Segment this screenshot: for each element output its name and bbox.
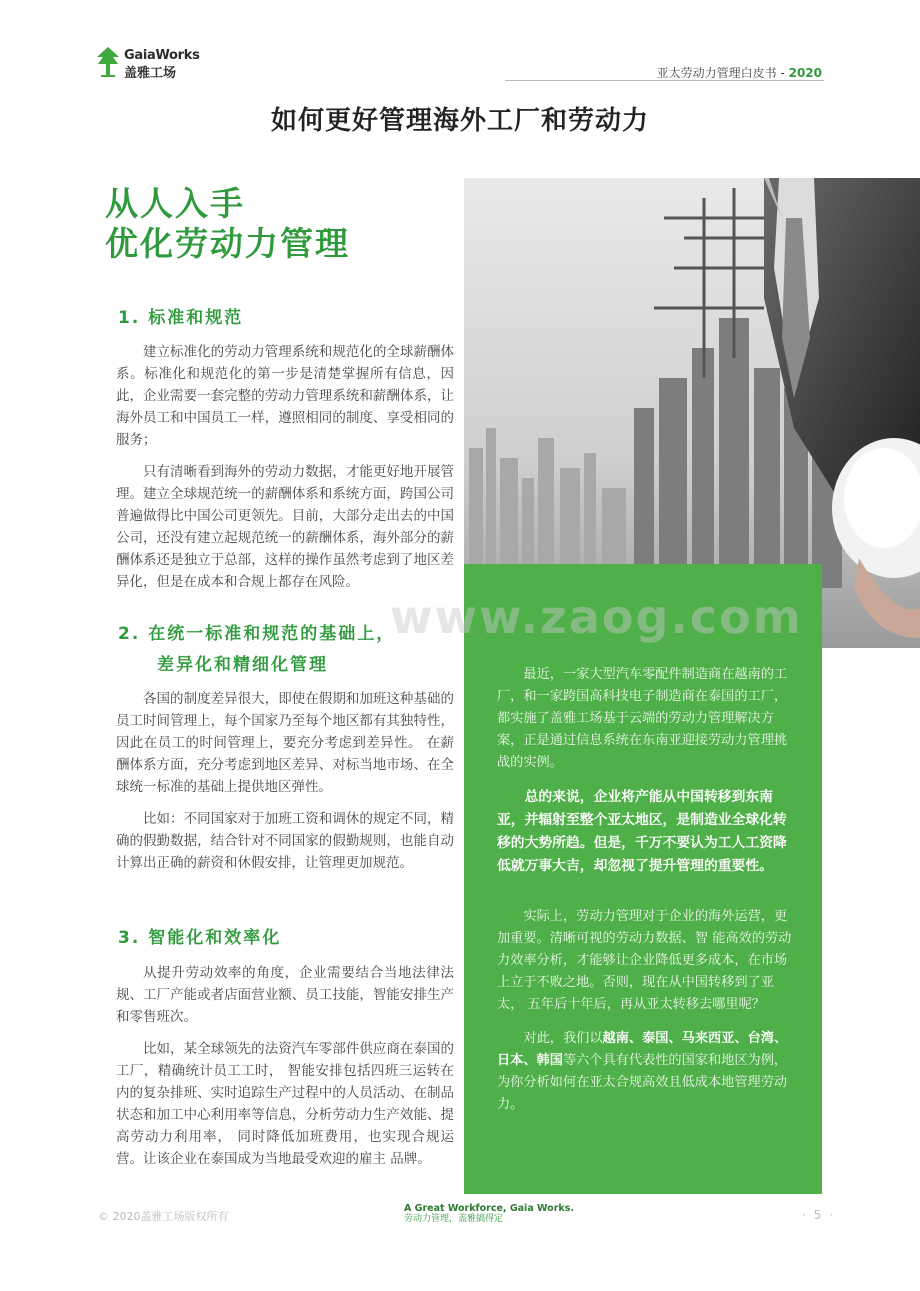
document-title: [657, 64, 822, 81]
section-1-heading: 1. 标准和规范: [118, 308, 244, 328]
body-paragraph: 从提升劳动效率的角度，企业需要结合当地法律法规、工厂产能或者店面营业额、员工技能，智能安排生产和零售班次。: [116, 965, 454, 1025]
logo-english: GaiaWorks: [124, 48, 200, 63]
watermark: www.zaog.com: [390, 590, 803, 644]
logo-chinese: 盖雅工场: [124, 66, 177, 81]
document-title-text: 亚太劳动力管理白皮书 -: [656, 66, 789, 80]
slogan-chinese: 劳动力管理，盖雅搞得定: [404, 1214, 504, 1224]
gaiaworks-logo: [96, 46, 216, 80]
panel-highlight-paragraph: 总的来说，企业将产能从中国转移到东南亚，并辐射至整个亚太地区，是制造业全球化转移的大势所趋。但是，千万不要认为工人工资降低就万事大吉，却忽视了提升管理的重要性。: [497, 789, 787, 874]
page-number: · 5 ·: [802, 1208, 835, 1222]
hero-line-2: 优化劳动力管理: [105, 224, 350, 263]
page-title: 如何更好管理海外工厂和劳动力: [270, 106, 649, 136]
document-year: 2020: [788, 66, 822, 80]
hero-line-1: 从人入手: [105, 184, 245, 223]
slogan-english: A Great Workforce, Gaia Works.: [404, 1203, 574, 1214]
section-2-heading: [118, 619, 395, 681]
body-paragraph: 各国的制度差异很大，即使在假期和加班这种基础的员工时间管理上，每个国家乃至每个地区都有其独特性，因此在员工的时间管理上，要充分考虑到差异性。 在薪酬体系方面，充分考虑到地区差异、对标当地市场、在全球统一标准的基础上提供地区弹性。: [116, 691, 454, 795]
section-1-body: [116, 341, 454, 603]
countries-list: 越南、泰国、马来西亚、台湾、日本、韩国: [497, 1031, 788, 1068]
footer-slogan: [404, 1203, 574, 1225]
countries-outro: 等六个具有代表性的国家和地区为例，为你分析如何在亚太合规高效且低成本地管理劳动力。: [497, 1053, 788, 1112]
body-paragraph: 只有清晰看到海外的劳动力数据，才能更好地开展管理。建立全球规范统一的薪酬体系和系统方面，跨国公司普遍做得比中国公司更领先。目前，大部分走出去的中国公司，还没有建立起规范统一的薪酬体系，海外部分的薪酬体系还是独立于总部，这样的操作虽然考虑到了地区差异化，但是在成本和合规上都存在风险。: [116, 464, 454, 590]
section-2-body: [116, 688, 454, 884]
section-3-body: [116, 962, 454, 1180]
body-paragraph: 建立标准化的劳动力管理系统和规范化的全球薪酬体系。标准化和规范化的第一步是清楚掌握所有信息，因此，企业需要一套完整的劳动力管理系统和薪酬体系，让海外员工和中国员工一样，遵照相同的制度、享受相同的服务；: [116, 344, 454, 448]
section-3-heading: 3. 智能化和效率化: [118, 928, 282, 948]
panel-paragraph-countries: [497, 1028, 793, 1116]
section-2-heading-line-2: 差异化和精细化管理: [157, 655, 328, 675]
tree-icon: [96, 46, 120, 78]
summary-panel-text: [497, 664, 793, 1128]
body-paragraph: 比如：不同国家对于加班工资和调休的规定不同，精确的假勤数据，结合针对不同国家的假勤规则，也能自动计算出正确的薪资和休假安排，让管理更加规范。: [116, 811, 454, 871]
copyright: © 2020盖雅工场版权所有: [98, 1210, 229, 1223]
header-divider: [505, 80, 824, 81]
summary-panel: [464, 564, 822, 1194]
panel-paragraph: 实际上，劳动力管理对于企业的海外运营，更加重要。清晰可视的劳动力数据、智 能高效的劳动力效率分析，才能够让企业降低更多成本，在市场上立于不败之地。否则，现在从中国转移到了亚太， 五年后十年后，再从亚太转移去哪里呢？: [497, 909, 792, 1012]
countries-intro: 对此，我们以: [523, 1031, 603, 1046]
hero-heading: [105, 184, 350, 264]
section-2-heading-line-1: 2. 在统一标准和规范的基础上，: [118, 624, 396, 644]
body-paragraph: 比如，某全球领先的法资汽车零部件供应商在泰国的工厂，精确统计员工工时， 智能安排包括四班三运转在内的复杂排班、实时追踪生产过程中的人员活动、在制品状态和加工中心利用率等信息，分析劳动力生产效能、提高劳动力利用率， 同时降低加班费用，也实现合规运营。让该企业在泰国成为当地最受欢迎的雇主 品牌。: [116, 1041, 454, 1167]
panel-paragraph: 最近，一家大型汽车零配件制造商在越南的工厂，和一家跨国高科技电子制造商在泰国的工厂，都实施了盖雅工场基于云端的劳动力管理解决方案，正是通过信息系统在东南亚迎接劳动力管理挑战的实例。: [497, 667, 788, 770]
